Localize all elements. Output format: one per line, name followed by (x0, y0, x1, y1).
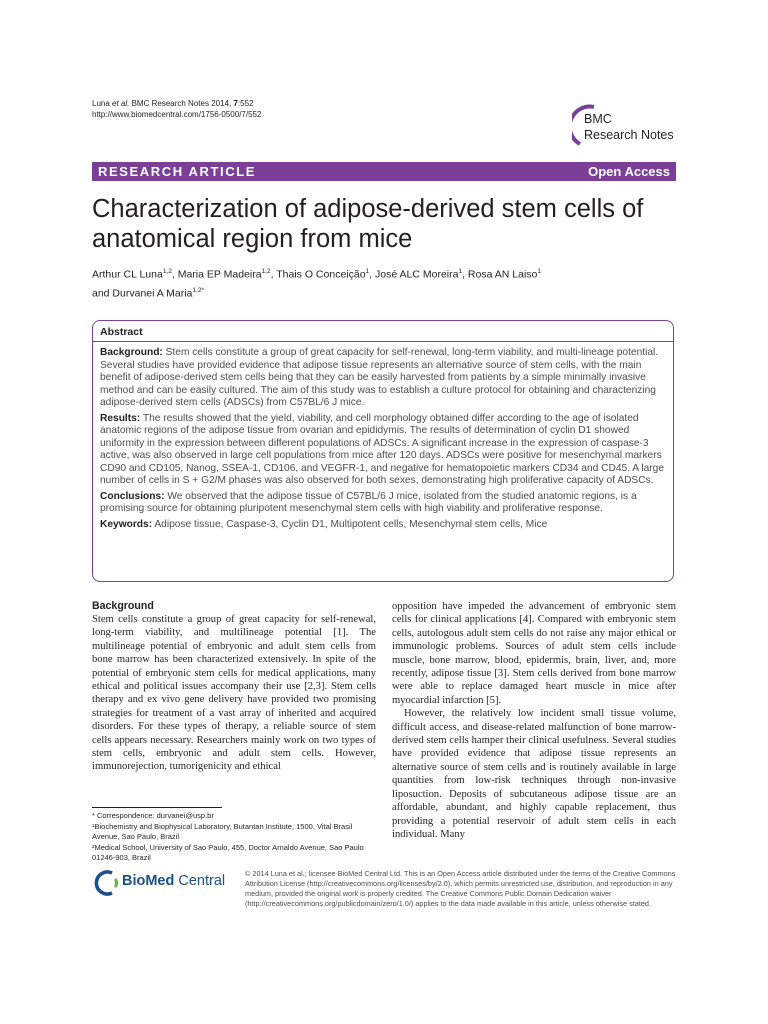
author-affiliation-mark: 1 (537, 268, 542, 275)
abstract-background-text: Stem cells constitute a group of great capacity for self-renewal, long-term viability, and multi-lineage potential. Several studies have provided evidence that adipose tissue represents an alternative source of stem cells, with the main benefit of adipose-derived stem cells being that they can be easily harvested from patients by a simple minimally invasive method and can be easily cultured. The aim of this study was to establish a culture protocol for obtaining and characterizing adipose-derived stem cells (ADSCs) from C57BL/6 J mice. (100, 347, 659, 408)
citation-year: 2014, (208, 99, 234, 108)
publisher-name (122, 873, 225, 889)
citation-journal: BMC Research Notes (129, 99, 209, 108)
license-statement: © 2014 Luna et al.; licensee BioMed Central Ltd. This is an Open Access article distributed under the terms of the Creative Commons Attribution License (http://creativecommons.org/licenses/by/2.0), which permits unrestricted use, distribution, and reproduction in any medium, provided the original work is properly credited. The Creative Commons Public Domain Dedication waiver (http://creativecommons.org/publicdomain/zero/1.0/) applies to the data made available in this article, unless otherwise stated. (245, 869, 676, 908)
citation-authors: Luna (92, 99, 113, 108)
abstract-results-text: The results showed that the yield, viability, and cell morphology obtained differ according to the age of isolated anatomic regions of the adipose tissue from ovarian and epididymis. The results of determination of cyclin D1 showed uniformity in the expression between different populations of ADSCs. A significant increase in the expression of caspase-3 active, was also observed in large cell populations from mice after 120 days. ADSCs were positive for mesenchymal markers CD90 and CD105, Nanog, SSEA-1, CD106, and VEGFR-1, and negative for hematopoietic markers CD34 and CD45. A large number of cells in S + G2/M phases was also observed for both sexes, demonstrating high proliferative capacity of ADSCs. (100, 412, 665, 486)
article-title: Characterization of adipose-derived stem cells of anatomical region from mice (92, 195, 644, 253)
publisher-name-bold: BioMed (122, 873, 175, 889)
author-affiliation-mark: 1,2 (162, 268, 172, 275)
author-list (92, 264, 692, 301)
abstract-keywords-text: Adipose tissue, Caspase-3, Cyclin D1, Multipotent cells, Mesenchymal stem cells, Mice (152, 518, 548, 530)
article-type-label: RESEARCH ARTICLE (98, 164, 257, 179)
abstract-results (100, 413, 666, 488)
citation-etal: et al. (112, 99, 130, 108)
abstract-keywords (100, 519, 666, 532)
journal-logo-line2: Research Notes (584, 128, 674, 142)
publisher-name-rest: Central (174, 873, 226, 889)
abstract-conclusions-label: Conclusions: (100, 490, 165, 502)
author-name: , Thais O Conceição (270, 268, 366, 281)
abstract-divider (93, 341, 673, 342)
author-name: and Durvanei A Maria (92, 287, 193, 299)
author-name: , Maria EP Madeira (171, 268, 262, 281)
abstract-results-label: Results: (100, 412, 141, 424)
author-name: , José ALC Moreira (369, 268, 459, 281)
footnote-divider (92, 807, 222, 808)
abstract-body (100, 347, 666, 534)
abstract-background-label: Background: (100, 347, 163, 358)
body-paragraph: opposition have impeded the advancement of embryonic stem cells for clinical applications [4]. Compared with embryonic stem cells, autologous adult stem cells do not raise any major ethical or immunologic problems. Sources of adult stem cells include muscle, bone marrow, blood, epidermis, brain, liver, and, more recently, adipose tissue [3]. Stem cells derived from bone marrow were able to replace damaged heart muscle in mice after myocardial infarction [5]. (392, 601, 676, 706)
affiliation-2: ²Medical School, University of Sao Paulo, 455, Doctor Arnaldo Avenue, Sao Paulo 01246-903, Brazil (92, 843, 364, 862)
abstract-conclusions (100, 491, 666, 516)
biomed-central-logo-icon (92, 870, 120, 896)
abstract-conclusions-text: We observed that the adipose tissue of C57BL/6 J mice, isolated from the studied anatomic regions, is a promising source for obtaining pluripotent mesenchymal stem cells with high viability and proliferative response. (100, 490, 637, 514)
citation-page: :552 (237, 99, 254, 108)
citation-header (92, 98, 261, 120)
author-affiliation-mark: 1 (365, 268, 370, 275)
body-paragraph: However, the relatively low incident small tissue volume, difficult access, and disease-related malfunction of bone marrow-derived stem cells hamper their clinical usefulness. Several studies have provided evidence that adipose tissue represents an alternative source of stem cells and is routinely available in large quantities from low-risk techniques through non-invasive liposuction. Deposits of subcutaneous adipose tissue are an affordable, abundant, and highly capable replacement, thus providing a potential reservoir of adult stem cells in each individual. Many (392, 708, 676, 840)
journal-logo (572, 104, 682, 148)
article-url[interactable]: http://www.biomedcentral.com/1756-0500/7/552 (92, 110, 262, 119)
abstract-heading: Abstract (100, 326, 143, 338)
abstract-box (92, 320, 674, 582)
section-heading-background: Background (92, 600, 154, 612)
author-affiliation-mark: 1,2 (261, 268, 271, 275)
citation-volume: 7 (233, 99, 238, 108)
journal-logo-line1: BMC (584, 112, 612, 126)
correspondence-note: * Correspondence: durvanei@usp.br (92, 811, 214, 820)
affiliation-1: ¹Biochemistry and Biophysical Laboratory, Butantan Institute, 1500, Vital Brasil Avenue, Sao Paulo, Brazil (92, 822, 353, 841)
body-right-column (392, 600, 676, 841)
body-left-column (92, 600, 376, 774)
author-affiliation-mark: 1,2* (192, 286, 204, 294)
footnotes (92, 811, 376, 864)
abstract-keywords-label: Keywords: (100, 518, 153, 530)
body-paragraph: Stem cells constitute a group of great capacity for self-renewal, long-term viability, and multilineage potential [1]. The multilineage potential of embryonic and adult stem cells from bone marrow has been characterized extensively. In spite of the potential of embryonic stem cells for medical applications, many ethical and political issues accompany their use [2,3]. Stem cells therapy and ex vivo gene delivery have provided two promising strategies for treatment of a vast array of inherited and acquired disorders. For these types of therapy, a reliable source of stem cells appears necessary. Researchers mainly work on two types of stem cells, embryonic and adult stem cells. However, immunorejection, tumorigenicity and ethical (92, 614, 376, 773)
author-name: , Rosa AN Laiso (462, 268, 538, 281)
article-type-banner (92, 162, 676, 181)
author-name: Arthur CL Luna (92, 268, 163, 281)
abstract-background (100, 347, 666, 410)
author-affiliation-mark: 1 (458, 268, 463, 275)
open-access-label: Open Access (588, 164, 670, 179)
publisher-logo (92, 870, 242, 896)
